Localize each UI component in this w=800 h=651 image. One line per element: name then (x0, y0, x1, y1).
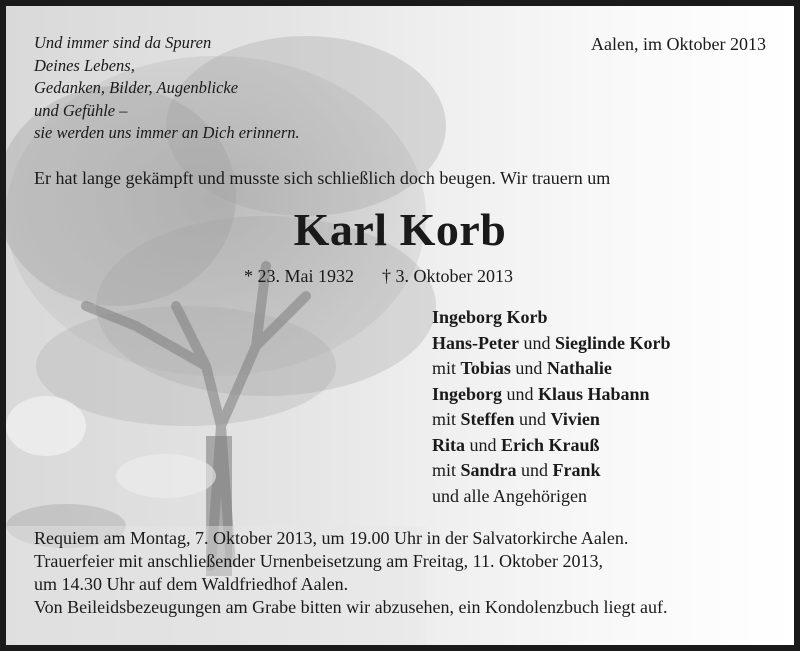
service-line: um 14.30 Uhr auf dem Waldfriedhof Aalen. (34, 574, 349, 594)
service-line: Requiem am Montag, 7. Oktober 2013, um 19.00 Uhr in der Salvatorkirche Aalen. (34, 528, 629, 548)
intro-text: Er hat lange gekämpft und musste sich schließlich doch beugen. Wir trauern um (34, 168, 611, 188)
poem-line: Und immer sind da Spuren (34, 33, 212, 52)
service-line: Trauerfeier mit anschließender Urnenbeisetzung am Freitag, 11. Oktober 2013, (34, 551, 603, 571)
mourner-name: Sandra (460, 460, 517, 480)
service-line: Von Beileidsbezeugungen am Grabe bitten wir abzusehen, ein Kondolenzbuch liegt auf. (34, 597, 668, 617)
mourner-connector: und alle Angehörigen (432, 485, 587, 506)
mourner-connector: und (516, 460, 553, 480)
mourner-name: Vivien (550, 409, 600, 429)
mourner-name: Ingeborg Korb (432, 307, 548, 327)
mourner-line (432, 433, 670, 459)
place-and-date: Aalen, im Oktober 2013 (591, 34, 766, 54)
mourner-connector: und (518, 332, 555, 353)
mourner-connector: und (510, 358, 547, 378)
mourners-list (432, 305, 670, 509)
poem-line: und Gefühle – (34, 100, 128, 120)
mourner-name: Rita (432, 434, 465, 455)
mourner-name: Hans-Peter (432, 332, 519, 353)
mourner-line (432, 407, 670, 433)
mourner-connector: und (502, 383, 539, 404)
mourner-line (432, 458, 670, 484)
mourner-connector: und (514, 409, 551, 429)
mourner-name: Tobias (460, 358, 511, 378)
mourner-connector: mit (432, 358, 461, 378)
birth-date: * 23. Mai 1932 (244, 266, 354, 286)
deceased-name: Karl Korb (293, 204, 507, 255)
mourner-line (432, 382, 670, 408)
mourner-name: Klaus Habann (538, 383, 650, 404)
service-details (34, 527, 667, 619)
mourner-name: Ingeborg (432, 383, 503, 404)
poem-line: sie werden uns immer an Dich erinnern. (34, 123, 300, 142)
mourner-name: Steffen (460, 409, 515, 429)
mourner-connector: und (465, 434, 501, 455)
mourner-name: Sieglinde Korb (554, 332, 671, 353)
mourner-connector: mit (432, 409, 461, 429)
poem-block (34, 32, 300, 145)
poem-line: Gedanken, Bilder, Augenblicke (34, 78, 239, 97)
mourner-name: Frank (552, 460, 601, 480)
poem-line: Deines Lebens, (34, 55, 135, 75)
mourner-line (432, 356, 670, 382)
mourner-line (432, 484, 670, 510)
mourner-name: Erich Krauß (501, 434, 600, 455)
mourner-name: Nathalie (546, 358, 612, 378)
mourner-line (432, 331, 670, 357)
mourner-connector: mit (432, 460, 461, 480)
life-dates (244, 264, 513, 288)
mourner-line (432, 305, 670, 331)
death-date: † 3. Oktober 2013 (382, 266, 513, 286)
